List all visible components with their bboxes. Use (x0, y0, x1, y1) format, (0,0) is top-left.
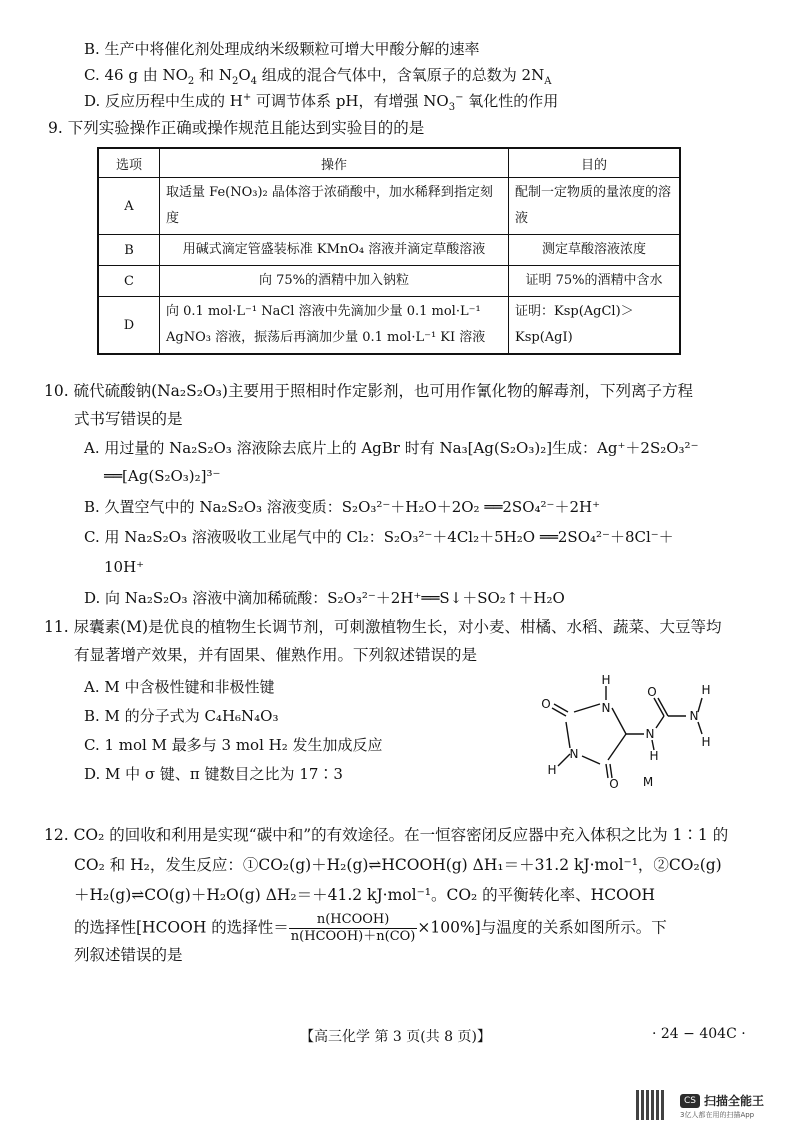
q11-option-a: A. M 中含极性键和非极性键 (84, 678, 275, 696)
atom-h: H (701, 683, 711, 697)
q8-c-post: 组成的混合气体中，含氧原子的总数为 2N (257, 66, 545, 84)
q8-c-pre: C. 46 g 由 NO (84, 66, 188, 84)
fraction-numerator: n(HCOOH) (289, 912, 418, 929)
q9-row-purpose: 配制一定物质的量浓度的溶液 (509, 178, 681, 235)
q8-d-post: 氧化性的作用 (463, 92, 559, 110)
q9-header-option: 选项 (98, 148, 160, 178)
molecule-label: M (642, 775, 654, 789)
q8-d-sup: + (242, 92, 252, 103)
q9-row-option: B (98, 235, 160, 266)
atom-h: H (701, 735, 711, 749)
table-row (98, 178, 680, 235)
q10-option-b: B. 久置空气中的 Na₂S₂O₃ 溶液变质：S₂O₃²⁻＋H₂O＋2O₂ ══2SO₄²⁻＋2H⁺ (84, 498, 600, 516)
q12-line2: CO₂ 和 H₂，发生反应：①CO₂(g)＋H₂(g)⇌HCOOH(g) ΔH₁＝＋31.2 kJ·mol⁻¹，②CO₂(g) (74, 856, 722, 874)
q8-c-mid1: 和 N (194, 66, 232, 84)
fraction-denominator: n(HCOOH)＋n(CO) (290, 929, 416, 944)
q10-stem-line2: 式书写错误的是 (74, 410, 183, 428)
q10-option-a-line2: ══[Ag(S₂O₃)₂]³⁻ (104, 467, 221, 485)
q9-row-operation: 向 75%的酒精中加入钠粒 (160, 266, 509, 297)
q8-d-sub: 3 (448, 102, 456, 113)
q12-line1: 12. CO₂ 的回收和利用是实现“碳中和”的有效途径。在一恒容密闭反应器中充入体积之比为 1∶1 的 (44, 826, 729, 844)
q12-line4 (74, 912, 667, 945)
q8-d-mid: 可调节体系 pH，有增强 NO (251, 92, 449, 110)
table-row (98, 235, 680, 266)
q8-c-mid2: O (238, 66, 251, 84)
scanner-watermark (636, 1090, 786, 1120)
q10-option-c-line1: C. 用 Na₂S₂O₃ 溶液吸收工业尾气中的 Cl₂：S₂O₃²⁻＋4Cl₂＋5H₂O ══2SO₄²⁻＋8Cl⁻＋ (84, 528, 674, 546)
q9-table (97, 147, 681, 355)
q9-row-option: C (98, 266, 160, 297)
atom-n: N (601, 701, 611, 715)
q9-row-purpose: 证明 75%的酒精中含水 (509, 266, 681, 297)
atom-o: O (541, 697, 551, 711)
q11-stem-line1: 11. 尿囊素(M)是优良的植物生长调节剂，可刺激植物生长，对小麦、柑橘、水稻、蔬菜、大豆等均 (44, 618, 722, 636)
atom-h: H (601, 673, 611, 687)
watermark-subtitle: 3亿人都在用的扫描App (680, 1111, 755, 1119)
q11-stem-line2: 有显著增产效果，并有固果、催熟作用。下列叙述错误的是 (74, 646, 478, 664)
camscanner-logo: CS (680, 1094, 700, 1108)
q10-stem-line1: 10. 硫代硫酸钠(Na₂S₂O₃)主要用于照相时作定影剂，也可用作氰化物的解毒剂，下列离子方程 (44, 382, 693, 400)
q8-d-sup2: − (455, 92, 464, 103)
q12-line4-post: ×100%]与温度的关系如图所示。下 (417, 918, 667, 937)
atom-n: N (645, 727, 655, 741)
q9-row-operation: 取适量 Fe(NO₃)₂ 晶体溶于浓硝酸中，加水稀释到指定刻度 (160, 178, 509, 235)
q11-option-b: B. M 的分子式为 C₄H₆N₄O₃ (84, 707, 279, 725)
q9-header-operation: 操作 (160, 148, 509, 178)
table-row (98, 297, 680, 355)
q8-c-sub: 4 (250, 76, 258, 87)
page-footer-code: · 24 − 404C · (652, 1026, 746, 1042)
q9-header-purpose: 目的 (509, 148, 681, 178)
q12-line4-pre: 的选择性[HCOOH 的选择性＝ (74, 918, 289, 937)
q10-option-a-line1: A. 用过量的 Na₂S₂O₃ 溶液除去底片上的 AgBr 时有 Na₃[Ag(S₂O₃)₂]生成：Ag⁺＋2S₂O₃²⁻ (84, 439, 699, 457)
qr-code-icon (636, 1090, 666, 1120)
q8-c-sub: A (544, 76, 552, 87)
q9-row-option: D (98, 297, 160, 355)
q8-option-c (84, 64, 551, 86)
q9-row-option: A (98, 178, 160, 235)
selectivity-fraction (289, 912, 418, 945)
q10-option-c-line2: 10H⁺ (104, 558, 145, 576)
q8-option-d (84, 90, 558, 112)
q8-c-sub: 2 (231, 76, 239, 87)
atom-n: N (689, 709, 699, 723)
page-footer-center: 【高三化学 第 3 页(共 8 页)】 (300, 1029, 491, 1045)
atom-n: N (569, 747, 579, 761)
watermark-title: 扫描全能王 (704, 1094, 765, 1108)
q12-line5: 列叙述错误的是 (74, 946, 183, 964)
atom-o: O (609, 777, 619, 791)
q9-row-purpose: 证明：Ksp(AgCl)＞Ksp(AgI) (509, 297, 681, 355)
q11-option-d: D. M 中 σ 键、π 键数目之比为 17∶3 (84, 765, 343, 783)
q8-d-pre: D. 反应历程中生成的 H (84, 92, 243, 110)
atom-h: H (547, 763, 557, 777)
table-row (98, 266, 680, 297)
q9-stem: 9. 下列实验操作正确或操作规范且能达到实验目的的是 (48, 119, 425, 137)
q9-row-operation: 用碱式滴定管盛装标准 KMnO₄ 溶液并滴定草酸溶液 (160, 235, 509, 266)
atom-o: O (647, 685, 657, 699)
q9-header-row (98, 148, 680, 178)
allantoin-structure (530, 672, 730, 792)
q9-row-purpose: 测定草酸溶液浓度 (509, 235, 681, 266)
q8-c-sub: 2 (187, 76, 195, 87)
q10-option-d: D. 向 Na₂S₂O₃ 溶液中滴加稀硫酸：S₂O₃²⁻＋2H⁺══S↓＋SO₂↑＋H₂O (84, 589, 565, 607)
atom-h: H (649, 749, 659, 763)
q8-option-b: B. 生产中将催化剂处理成纳米级颗粒可增大甲酸分解的速率 (84, 40, 480, 58)
q12-line3: ＋H₂(g)⇌CO(g)＋H₂O(g) ΔH₂＝＋41.2 kJ·mol⁻¹。CO₂ 的平衡转化率、HCOOH (74, 886, 655, 904)
q9-row-operation: 向 0.1 mol·L⁻¹ NaCl 溶液中先滴加少量 0.1 mol·L⁻¹ AgNO₃ 溶液，振荡后再滴加少量 0.1 mol·L⁻¹ KI 溶液 (160, 297, 509, 355)
q11-option-c: C. 1 mol M 最多与 3 mol H₂ 发生加成反应 (84, 736, 383, 754)
